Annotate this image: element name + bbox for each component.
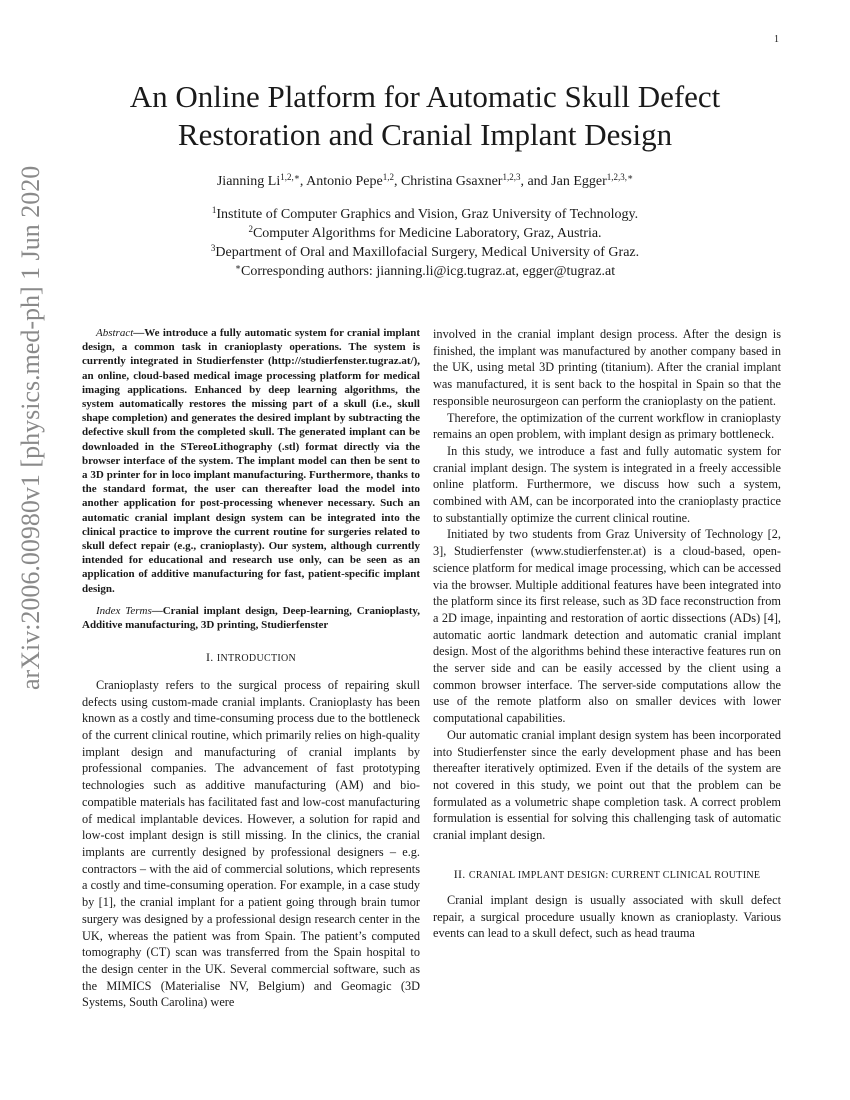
body-paragraph: Initiated by two students from Graz University of Technology [2, 3], Studierfenster (www.studierfenster.at) is a cloud-based, open-science platform for medical image processing, which can be accessed via the browser. Multiple additional features have been integrated into the platform since its first release, such as 3D face reconstruction from a 2D image, inpainting and restoration of aortic dissections (ADs) [4], automatic aortic landmark detection and automatic cranial implant design. Most of the algorithms behind these interactive features run on the server side and can be easily accessed by the client using a common browser interface. The server-side computations allow the use of the remote platform also on smaller devices with lower computational capabilities.	[433, 527, 781, 726]
author-affiliation-marker: 1,2,3	[502, 172, 521, 182]
paper-title	[60, 78, 790, 154]
section-title: CRANIAL IMPLANT DESIGN: CURRENT CLINICAL ROUTINE	[468, 869, 761, 881]
author-separator: , and	[520, 174, 552, 189]
right-column	[433, 326, 781, 942]
author-separator: ,	[393, 174, 401, 189]
body-paragraph: Cranioplasty refers to the surgical process of repairing skull defects using custom-made cranial implants. Cranioplasty has been known as a costly and time-consuming process due to the bottleneck of the current clinical routine, which primarily relies on high-quality implant design and manufacturing of cranial implants by professional companies. The advancement of fast prototyping technologies such as additive manufacturing (AM) and bio-compatible materials has facilitated fast and low-cost manufacturing of medical implantable devices. However, a solution for rapid and low-cost implant design is still missing. In the clinics, the cranial implants are currently designed by professional designers – e.g. contractors – with the aid of commercial solutions, which represents a costly and time-consuming operation. For example, in a case study by [1], the cranial implant for a patient going through brain tumor surgery was designed by a professional design research center in the UK, whereas the patient was from Spain. The patient’s computed tomography (CT) scan was transferred from the Spain hospital to the design center in the UK. Several commercial software, such as the MIMICS (Materialise NV, Belgium) and Geomagic (3D Systems, South Carolina) were	[82, 677, 420, 1010]
title-line-1: An Online Platform for Automatic Skull Defect	[129, 79, 721, 114]
abstract	[82, 326, 420, 596]
body-paragraph: involved in the cranial implant design process. After the design is finished, the implant was manufactured by another company based in the UK, using metal 3D printing (titanium). After the cranial implant was manufactured, it is sent back to the hospital in Spain so that the responsible neurosurgeon can perform the cranioplasty on the patient.	[433, 327, 781, 408]
affiliation-marker: 1	[211, 205, 217, 215]
author-affiliation-marker: 1,2	[382, 172, 394, 182]
body-paragraph: In this study, we introduce a fast and fully automatic system for cranial implant design. The system is integrated in a freely accessible online platform. Furthermore, we discuss how such a system, combined with AM, can be incorporated into the cranioplasty practice to substantially optimize the current clinical routine.	[433, 443, 781, 525]
index-terms	[82, 604, 420, 632]
author-name: Jianning Li	[216, 174, 281, 189]
author-name: Jan Egger	[551, 174, 607, 189]
left-column	[82, 326, 420, 1011]
author-separator: ,	[299, 174, 307, 189]
index-terms-text: —Cranial implant design, Deep-learning, Cranioplasty, Additive manufacturing, 3D printing, Studierfenster	[82, 604, 420, 632]
abstract-text: —We introduce a fully automatic system for cranial implant design, a common task in cranioplasty operations. The system is currently integrated in Studierfenster (http://studierfenster.tugraz.at/), an online, cloud-based medical image processing platform for medical imaging applications. Enhanced by deep learning algorithms, the system automatically restores the missing part of a skull (i.e., skull shape completion) and generates the desired implant by subtracting the defective skull from the completed skull. The generated implant can be downloaded in the STereoLithography (.stl) format directly via the browser interface of the system. The implant model can then be sent to a 3D printer for in loco implant manufacturing. Furthermore, thanks to the standard format, the user can thereafter load the model into another application for post-processing whenever necessary. Such an automatic cranial implant design system can be integrated into the clinical practice to improve the current routine for surgeries related to skull defect repair (e.g., cranioplasty). Our system, although currently intended for educational and research use only, can be seen as an application of additive manufacturing for fast, patient-specific implant design.	[82, 327, 420, 595]
affiliation-line	[60, 205, 790, 224]
author-name: Christina Gsaxner	[400, 174, 503, 189]
affiliation-line	[60, 224, 790, 243]
section-title: INTRODUCTION	[216, 653, 297, 665]
affiliation-text: Department of Oral and Maxillofacial Surgery, Medical University of Graz.	[215, 245, 640, 260]
page-number: 1	[774, 34, 779, 45]
affiliation-marker: 2	[248, 224, 253, 234]
author-name: Antonio Pepe	[306, 174, 383, 189]
affiliation-marker: 3	[210, 243, 216, 253]
affiliation-text: Institute of Computer Graphics and Vision, Graz University of Technology.	[216, 207, 639, 222]
arxiv-identifier-stamp: arXiv:2006.00980v1 [physics.med-ph] 1 Jun 2020	[16, 165, 45, 690]
section-number: II.	[453, 866, 469, 881]
corresponding-authors-text: Corresponding authors: jianning.li@icg.tugraz.at, egger@tugraz.at	[241, 264, 616, 279]
title-line-2: Restoration and Cranial Implant Design	[177, 117, 673, 152]
author-affiliation-marker: 1,2,∗	[280, 172, 300, 182]
corresponding-authors-line	[60, 262, 790, 281]
author-list	[60, 174, 790, 190]
section-number: I.	[205, 650, 217, 665]
index-terms-label: Index Terms	[96, 604, 152, 617]
affiliation-text: Computer Algorithms for Medicine Laboratory, Graz, Austria.	[252, 226, 602, 241]
abstract-label: Abstract	[96, 327, 134, 339]
section-heading-introduction	[82, 649, 420, 668]
author-affiliation-marker: 1,2,3,∗	[606, 172, 634, 182]
body-paragraph: Therefore, the optimization of the current workflow in cranioplasty remains an open problem, with implant design as primary bottleneck.	[433, 410, 781, 442]
affiliation-list	[60, 205, 790, 281]
affiliation-line	[60, 243, 790, 262]
section-heading-current-clinical-routine	[433, 866, 781, 884]
body-paragraph: Cranial implant design is usually associated with skull defect repair, a surgical procedure usually known as cranioplasty. Various events can lead to a skull defect, such as head trauma	[433, 892, 781, 941]
affiliation-marker: ∗	[234, 262, 241, 272]
body-paragraph: Our automatic cranial implant design system has been incorporated into Studierfenster since the early development phase and has been thereafter iteratively optimized. Even if the details of the system are not covered in this study, we point out that the problem can be formulated as a volumetric shape completion task. A correct problem formulation is essential for solving this challenging task of automatic cranial implant design.	[433, 727, 781, 843]
